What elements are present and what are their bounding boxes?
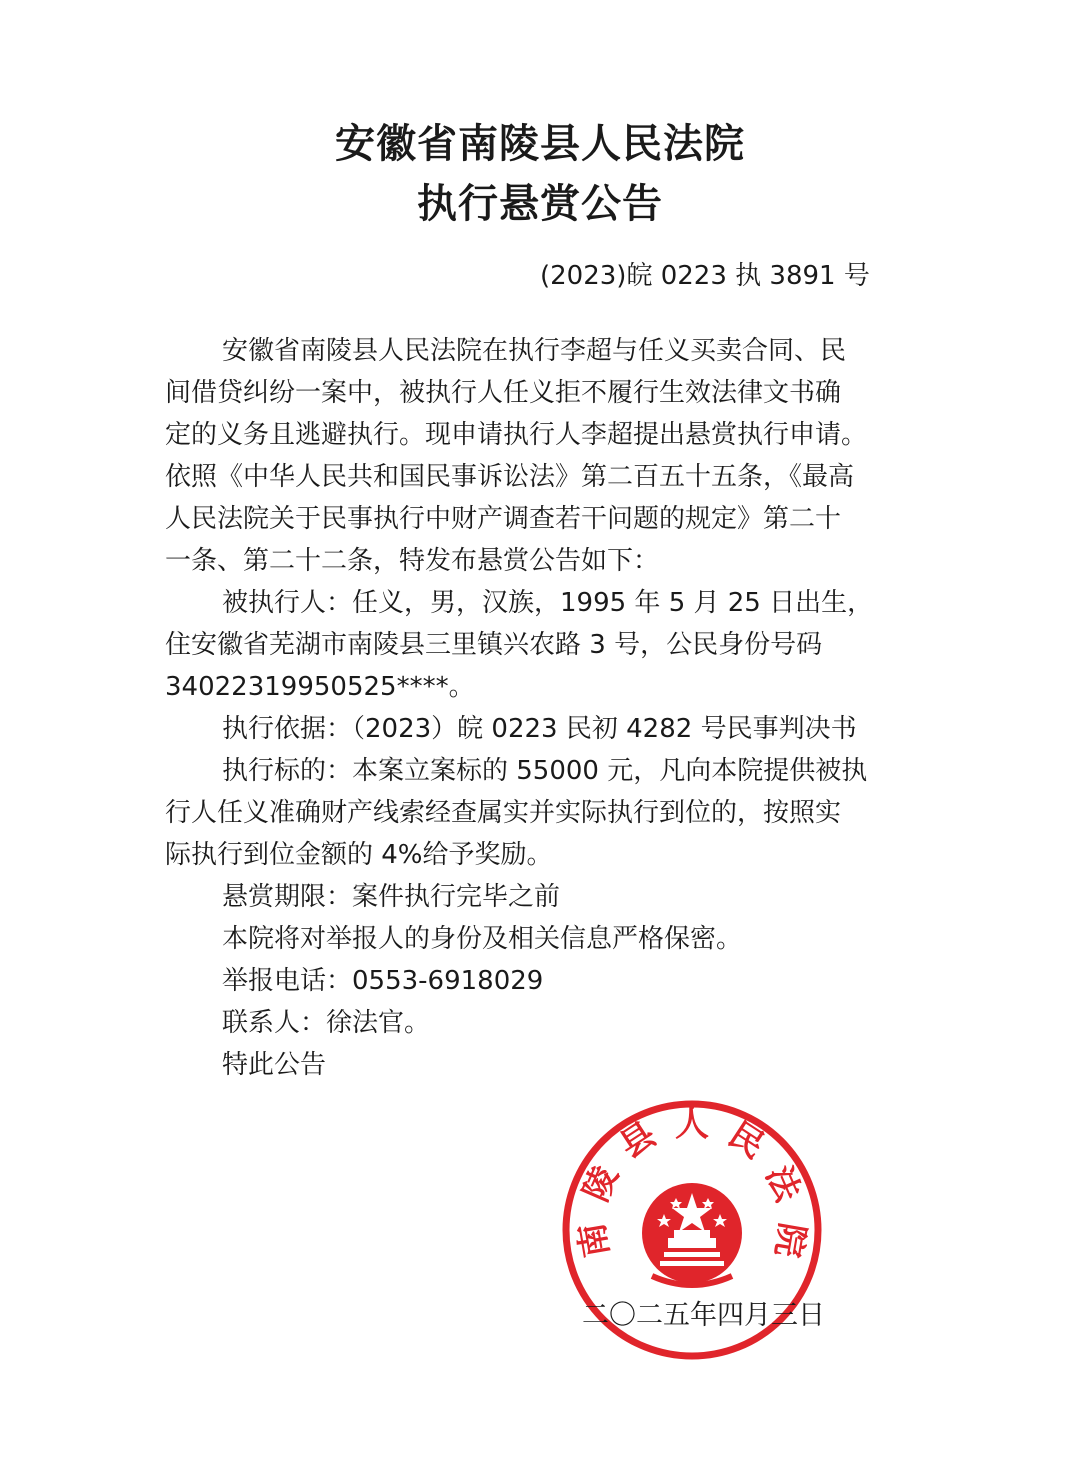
case-number: (2023)皖 0223 执 3891 号 (540, 261, 870, 291)
body-line: 执行标的：本案立案标的 55000 元，凡向本院提供被执 (222, 756, 868, 786)
body-line: 本院将对举报人的身份及相关信息严格保密。 (222, 924, 743, 954)
body-line: 一条、第二十二条，特发布悬赏公告如下： (165, 546, 660, 576)
body-line: 执行依据：（2023）皖 0223 民初 4282 号民事判决书 (222, 714, 857, 744)
body-line: 被执行人：任义，男，汉族，1995 年 5 月 25 日出生， (222, 588, 874, 618)
issue-date: 二〇二五年四月三日 (582, 1300, 825, 1331)
body-line: 人民法院关于民事执行中财产调查若干问题的规定》第二十 (165, 504, 842, 534)
seal-text: 南 陵 县 人 民 法 院 (571, 1104, 813, 1261)
body-line: 34022319950525****。 (165, 672, 475, 702)
body-line: 举报电话：0553-6918029 (222, 966, 544, 996)
body-line: 依照《中华人民共和国民事诉讼法》第二百五十五条，《最高 (165, 462, 855, 492)
body-line: 联系人：徐法官。 (222, 1008, 431, 1038)
notice-body (165, 330, 917, 1086)
body-line: 悬赏期限：案件执行完毕之前 (222, 882, 561, 912)
body-line: 际执行到位金额的 4%给予奖励。 (165, 840, 553, 870)
body-line: 特此公告 (222, 1050, 327, 1080)
national-emblem-icon (642, 1183, 742, 1285)
body-line: 行人任义准确财产线索经查属实并实际执行到位的，按照实 (165, 798, 842, 828)
body-line: 间借贷纠纷一案中，被执行人任义拒不履行生效法律文书确 (165, 378, 842, 408)
court-title: 安徽省南陵县人民法院 (335, 121, 745, 167)
notice-title: 执行悬赏公告 (417, 181, 663, 227)
body-line: 定的义务且逃避执行。现申请执行人李超提出悬赏执行申请。 (165, 420, 868, 450)
body-line: 安徽省南陵县人民法院在执行李超与任义买卖合同、民 (222, 336, 847, 366)
body-line: 住安徽省芜湖市南陵县三里镇兴农路 3 号，公民身份号码 (165, 630, 823, 660)
